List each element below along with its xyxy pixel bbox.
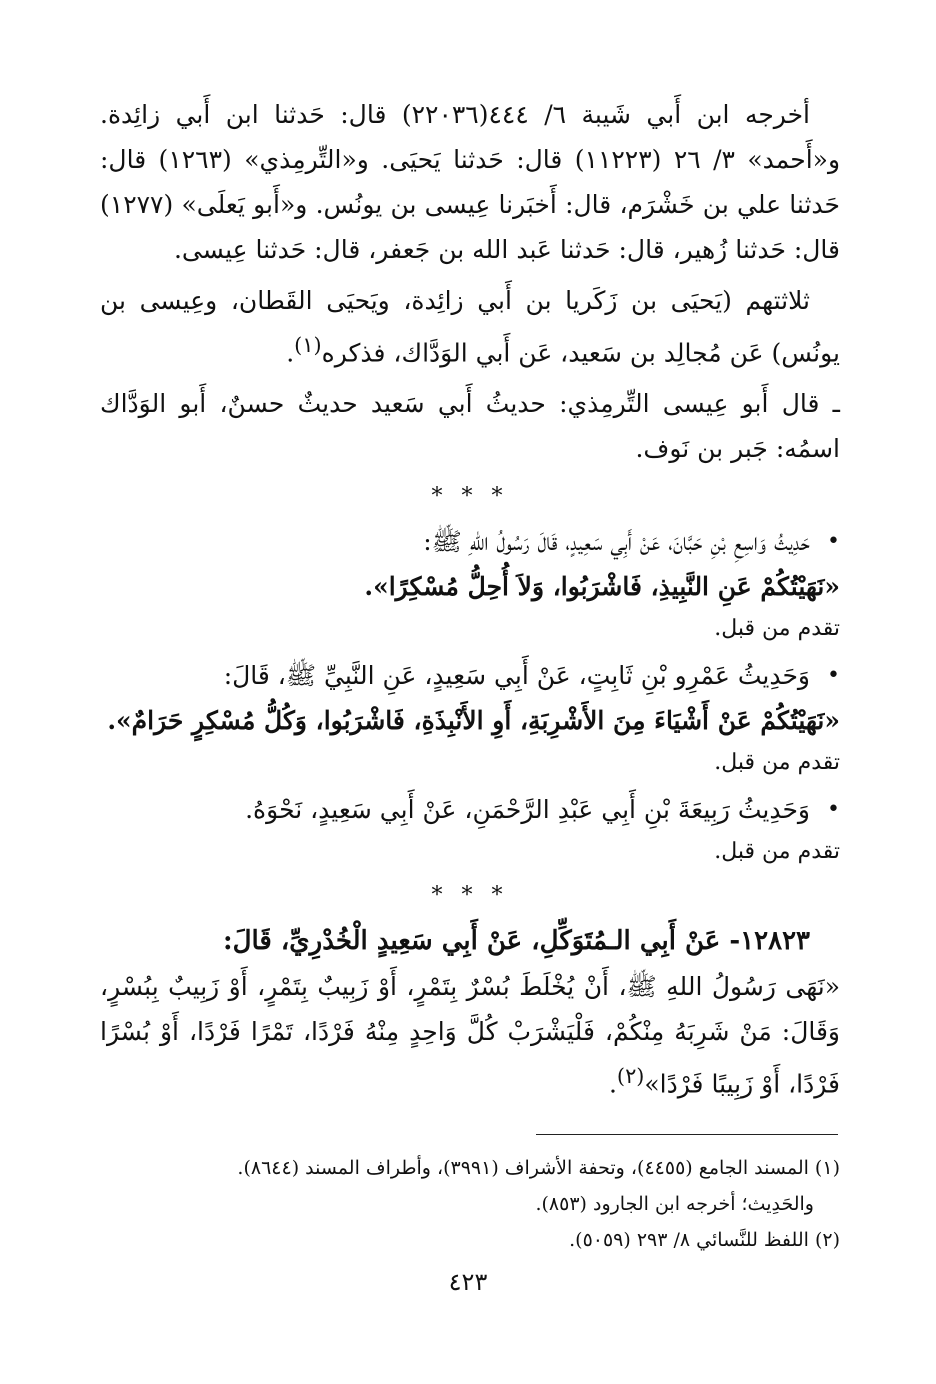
bullet-note-1: تقدم من قبل. [714,616,840,642]
bullet-entry-2 [100,653,840,783]
page-number: ٤٢٣ [448,1268,488,1296]
page-body [100,92,840,1107]
takhrij-paragraph: أخرجه ابن أَبي شَيبة ٦/ ٤٤٤(٢٢٠٣٦) قال: حَدثنا ابن أَبي زائِدة. و«أَحمد» ٣/ ٢٦ (١١٢٢٣) قال: حَدثنا يَحيَى. و«التِّرمِذي» (١٢٦٣) قال: حَدثنا علي بن خَشْرَم، قال: أَخبَرنا عِيسى بن يونُس. و«أَبو يَعلَى» (١٢٧٧) قال: حَدثنا زُهير، قال: حَدثنا عَبد الله بن جَعفر، قال: حَدثنا عِيسى. [100,100,841,264]
bullet-quote-2: «نَهَيْتُكُمْ عَنْ أَشْيَاءَ مِنَ الأَشْرِبَةِ، أَوِ الأَنْبِذَةِ، فَاشْرَبُوا، وَكُلُّ مُسْكِرٍ حَرَامٌ». [107,706,840,736]
bullet-dot-icon: • [827,529,840,555]
footnotes [100,1150,840,1258]
bullet-note-3: تقدم من قبل. [714,839,840,865]
bullet-text-1 [100,519,840,564]
hadith-heading: ١٢٨٢٣- عَنْ أَبِي الـمُتَوَكِّلِ، عَنْ أَبِي سَعِيدٍ الْخُدْرِيِّ، قَالَ: [223,926,810,957]
narrators-text: ثلاثتهم (يَحيَى بن زَكَريا بن أَبي زائِدة، ويَحيَى القَطان، وعِيسى بن يونُس) عَن مُجالِد بن سَعيد، عَن أَبي الوَدَّاك، فذكره [100,286,840,368]
hadith-body: «نَهَى رَسُولُ اللهِ ﷺ، أَنْ يُخْلَطَ بُسْرٌ بِتَمْرٍ، أَوْ زَبِيبٌ بِتَمْرٍ، أَوْ زَبِيبٌ بِبُسْرٍ، وَقَالَ: مَنْ شَرِبَهُ مِنْكُمْ، فَلْيَشْرَبْ كُلَّ وَاحِدٍ مِنْهُ فَرْدًا، تَمْرًا فَرْدًا، أَوْ بُسْرًا فَرْدًا، أَوْ زَبِيبًا فَرْدًا» [100,972,840,1099]
bullet-1-label: حَدِيثُ وَاسِعِ بْنِ حَبَّانَ، عَنْ أَبِي سَعِيدٍ، قَالَ رَسُولُ اللهِ ﷺ: [423,527,810,557]
narrators-paragraph [100,278,840,375]
footnote-2: (٢) اللفظ للنَّسائي ٨/ ٢٩٣ (٥٠٥٩). [569,1229,840,1251]
footnote-1: (١) المسند الجامع (٤٤٥٥)، وتحفة الأشراف (٣٩٩١)، وأطراف المسند (٨٦٤٤). [237,1157,840,1179]
footnote-ref-2[interactable]: (٢) [616,1064,645,1089]
hadith-end: . [608,1069,617,1099]
section-separator-1: * * * [431,484,509,510]
hadith-text [100,964,840,1106]
footnote-ref-1[interactable]: (١) [294,333,322,357]
footnote-1-continued: والحَدِيث؛ أخرجه ابن الجارود (٨٥٣). [535,1193,814,1215]
narrators-end: . [286,338,295,368]
bullet-dot-icon: • [827,663,840,689]
bullet-entry-1 [100,519,840,649]
bullet-3-label: وَحَدِيثُ رَبِيعَةَ بْنِ أَبِي عَبْدِ الرَّحْمَنِ، عَنْ أَبِي سَعِيدٍ، نَحْوَهُ. [245,795,810,825]
bullet-text-3 [100,787,840,832]
bullet-2-label: وَحَدِيثُ عَمْرِو بْنِ ثَابِتٍ، عَنْ أَبِي سَعِيدٍ، عَنِ النَّبِيِّ ﷺ، قَالَ: [223,661,810,691]
bullet-entry-3 [100,787,840,872]
bullet-note-2: تقدم من قبل. [714,750,840,776]
section-separator-2: * * * [431,883,509,909]
bullet-quote-1: «نَهَيْتُكُمْ عَنِ النَّبِيذِ، فَاشْرَبُوا، وَلاَ أُحِلُّ مُسْكِرًا». [364,572,840,602]
tirmidhi-comment: ـ قال أَبو عِيسى التِّرمِذي: حديثُ أَبي سَعيد حديثٌ حسنٌ، أَبو الوَدَّاك اسمُه: جَبر بن نَوف. [100,389,840,464]
bullet-dot-icon: • [827,797,840,823]
bullet-text-2 [100,653,840,698]
footnote-divider [536,1134,838,1135]
